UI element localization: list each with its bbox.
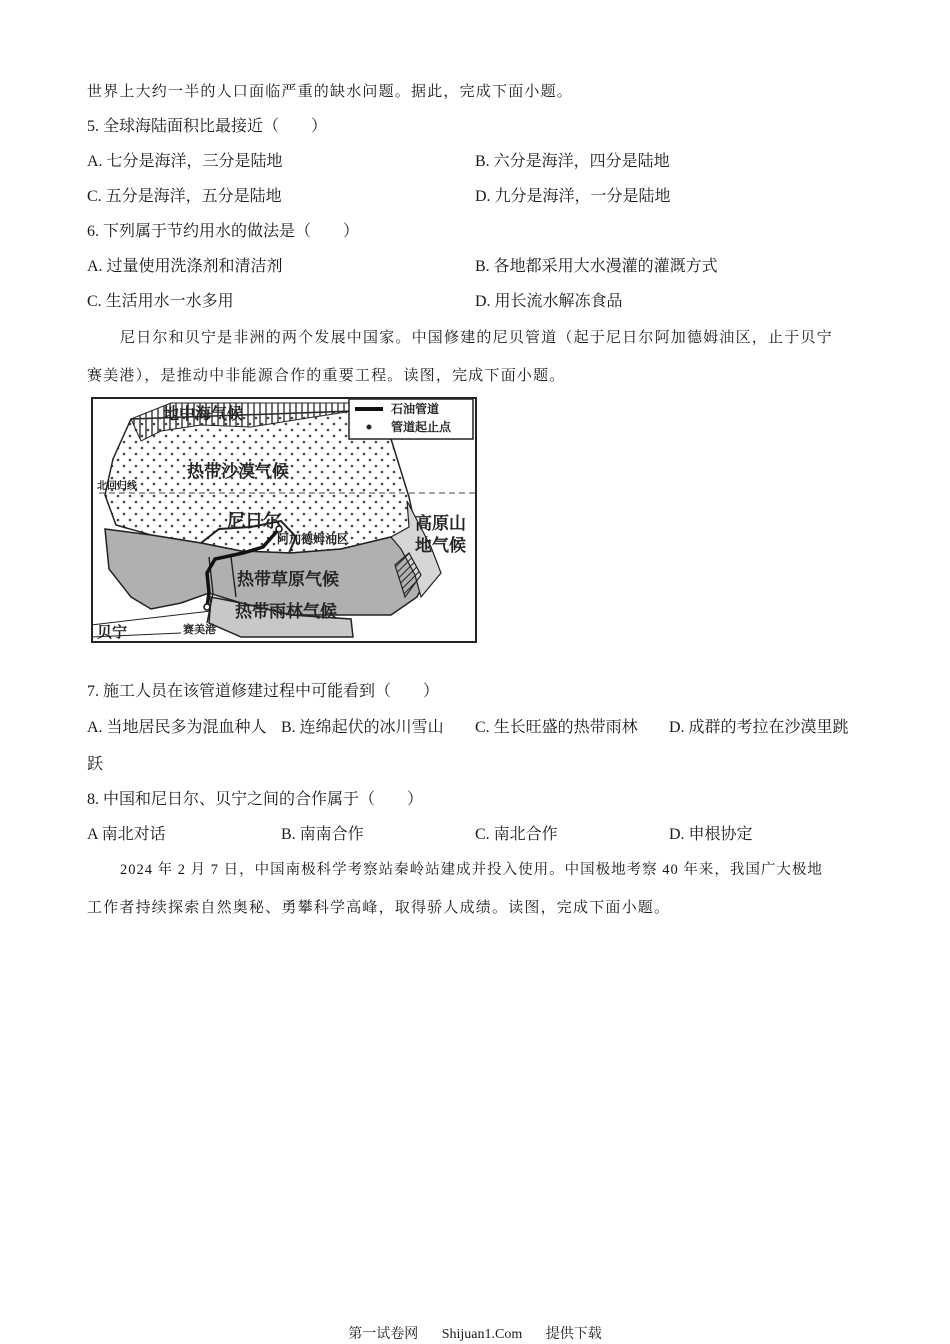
label-highland-1: 高原山 (415, 514, 466, 534)
label-rainforest: 热带雨林气候 (235, 602, 337, 622)
legend-pipeline-label: 石油管道 (391, 402, 440, 416)
q5-option-c: C. 五分是海洋，五分是陆地 (87, 188, 282, 205)
label-seme: 赛美港 (183, 623, 216, 636)
label-agadem: 阿加德姆油区 (277, 532, 350, 546)
q7-stem: 7. 施工人员在该管道修建过程中可能看到（ ） (87, 683, 440, 700)
q6-option-a: A. 过量使用洗涤剂和清洁剂 (87, 258, 283, 275)
intro-pipeline-line1: 尼日尔和贝宁是非洲的两个发展中国家。中国修建的尼贝管道（起于尼日尔阿加德姆油区，止于贝宁 (120, 330, 833, 346)
africa-climate-map (91, 397, 477, 643)
q8-option-b: B. 南南合作 (281, 826, 364, 843)
label-highland-2: 地气候 (415, 536, 466, 556)
q7-option-c: C. 生长旺盛的热带雨林 (475, 719, 638, 736)
footer-site-cn: 第一试卷网 (348, 1327, 419, 1342)
q6-option-d: D. 用长流水解冻食品 (475, 293, 623, 310)
q7-option-a: A. 当地居民多为混血种人 (87, 719, 267, 736)
q8-option-a: A 南北对话 (87, 826, 166, 843)
q8-stem: 8. 中国和尼日尔、贝宁之间的合作属于（ ） (87, 791, 424, 808)
legend-endpoint-label: 管道起止点 (391, 420, 452, 434)
label-niger: 尼日尔 (227, 511, 281, 532)
intro-antarctic-line2: 工作者持续探索自然奥秘、勇攀科学高峰，取得骄人成绩。读图，完成下面小题。 (87, 900, 671, 916)
q5-option-d: D. 九分是海洋，一分是陆地 (475, 188, 671, 205)
q8-option-c: C. 南北合作 (475, 826, 558, 843)
q8-option-d: D. 申根协定 (669, 826, 753, 843)
label-mediterranean: 地中海气候 (163, 404, 244, 423)
intro-pipeline-line2: 赛美港），是推动中非能源合作的重要工程。读图，完成下面小题。 (87, 368, 566, 384)
q7-option-b: B. 连绵起伏的冰川雪山 (281, 719, 444, 736)
q6-option-c: C. 生活用水一水多用 (87, 293, 234, 310)
pipeline-end-point (204, 604, 210, 610)
label-desert: 热带沙漠气候 (187, 462, 289, 482)
q6-option-b: B. 各地都采用大水漫灌的灌溉方式 (475, 258, 718, 275)
intro-water-text: 世界上大约一半的人口面临严重的缺水问题。据此，完成下面小题。 (87, 84, 574, 100)
intro-antarctic-line1: 2024 年 2 月 7 日，中国南极科学考察站秦岭站建成并投入使用。中国极地考察 40 年来，我国广大极地 (120, 862, 823, 878)
q7-option-d-continued: 跃 (87, 756, 104, 773)
footer-download: 提供下载 (545, 1327, 602, 1342)
q5-stem: 5. 全球海陆面积比最接近（ ） (87, 118, 328, 135)
legend-endpoint-swatch (367, 425, 372, 430)
label-tropic: 北回归线 (97, 481, 137, 492)
q5-option-a: A. 七分是海洋，三分是陆地 (87, 153, 283, 170)
q6-stem: 6. 下列属于节约用水的做法是（ ） (87, 223, 360, 240)
footer-site-en: Shijuan1.Com (441, 1327, 523, 1342)
q7-option-d: D. 成群的考拉在沙漠里跳 (669, 719, 849, 736)
label-savanna: 热带草原气候 (237, 570, 339, 590)
label-benin: 贝宁 (97, 623, 128, 641)
q5-option-b: B. 六分是海洋，四分是陆地 (475, 153, 670, 170)
page-footer (0, 1326, 950, 1344)
